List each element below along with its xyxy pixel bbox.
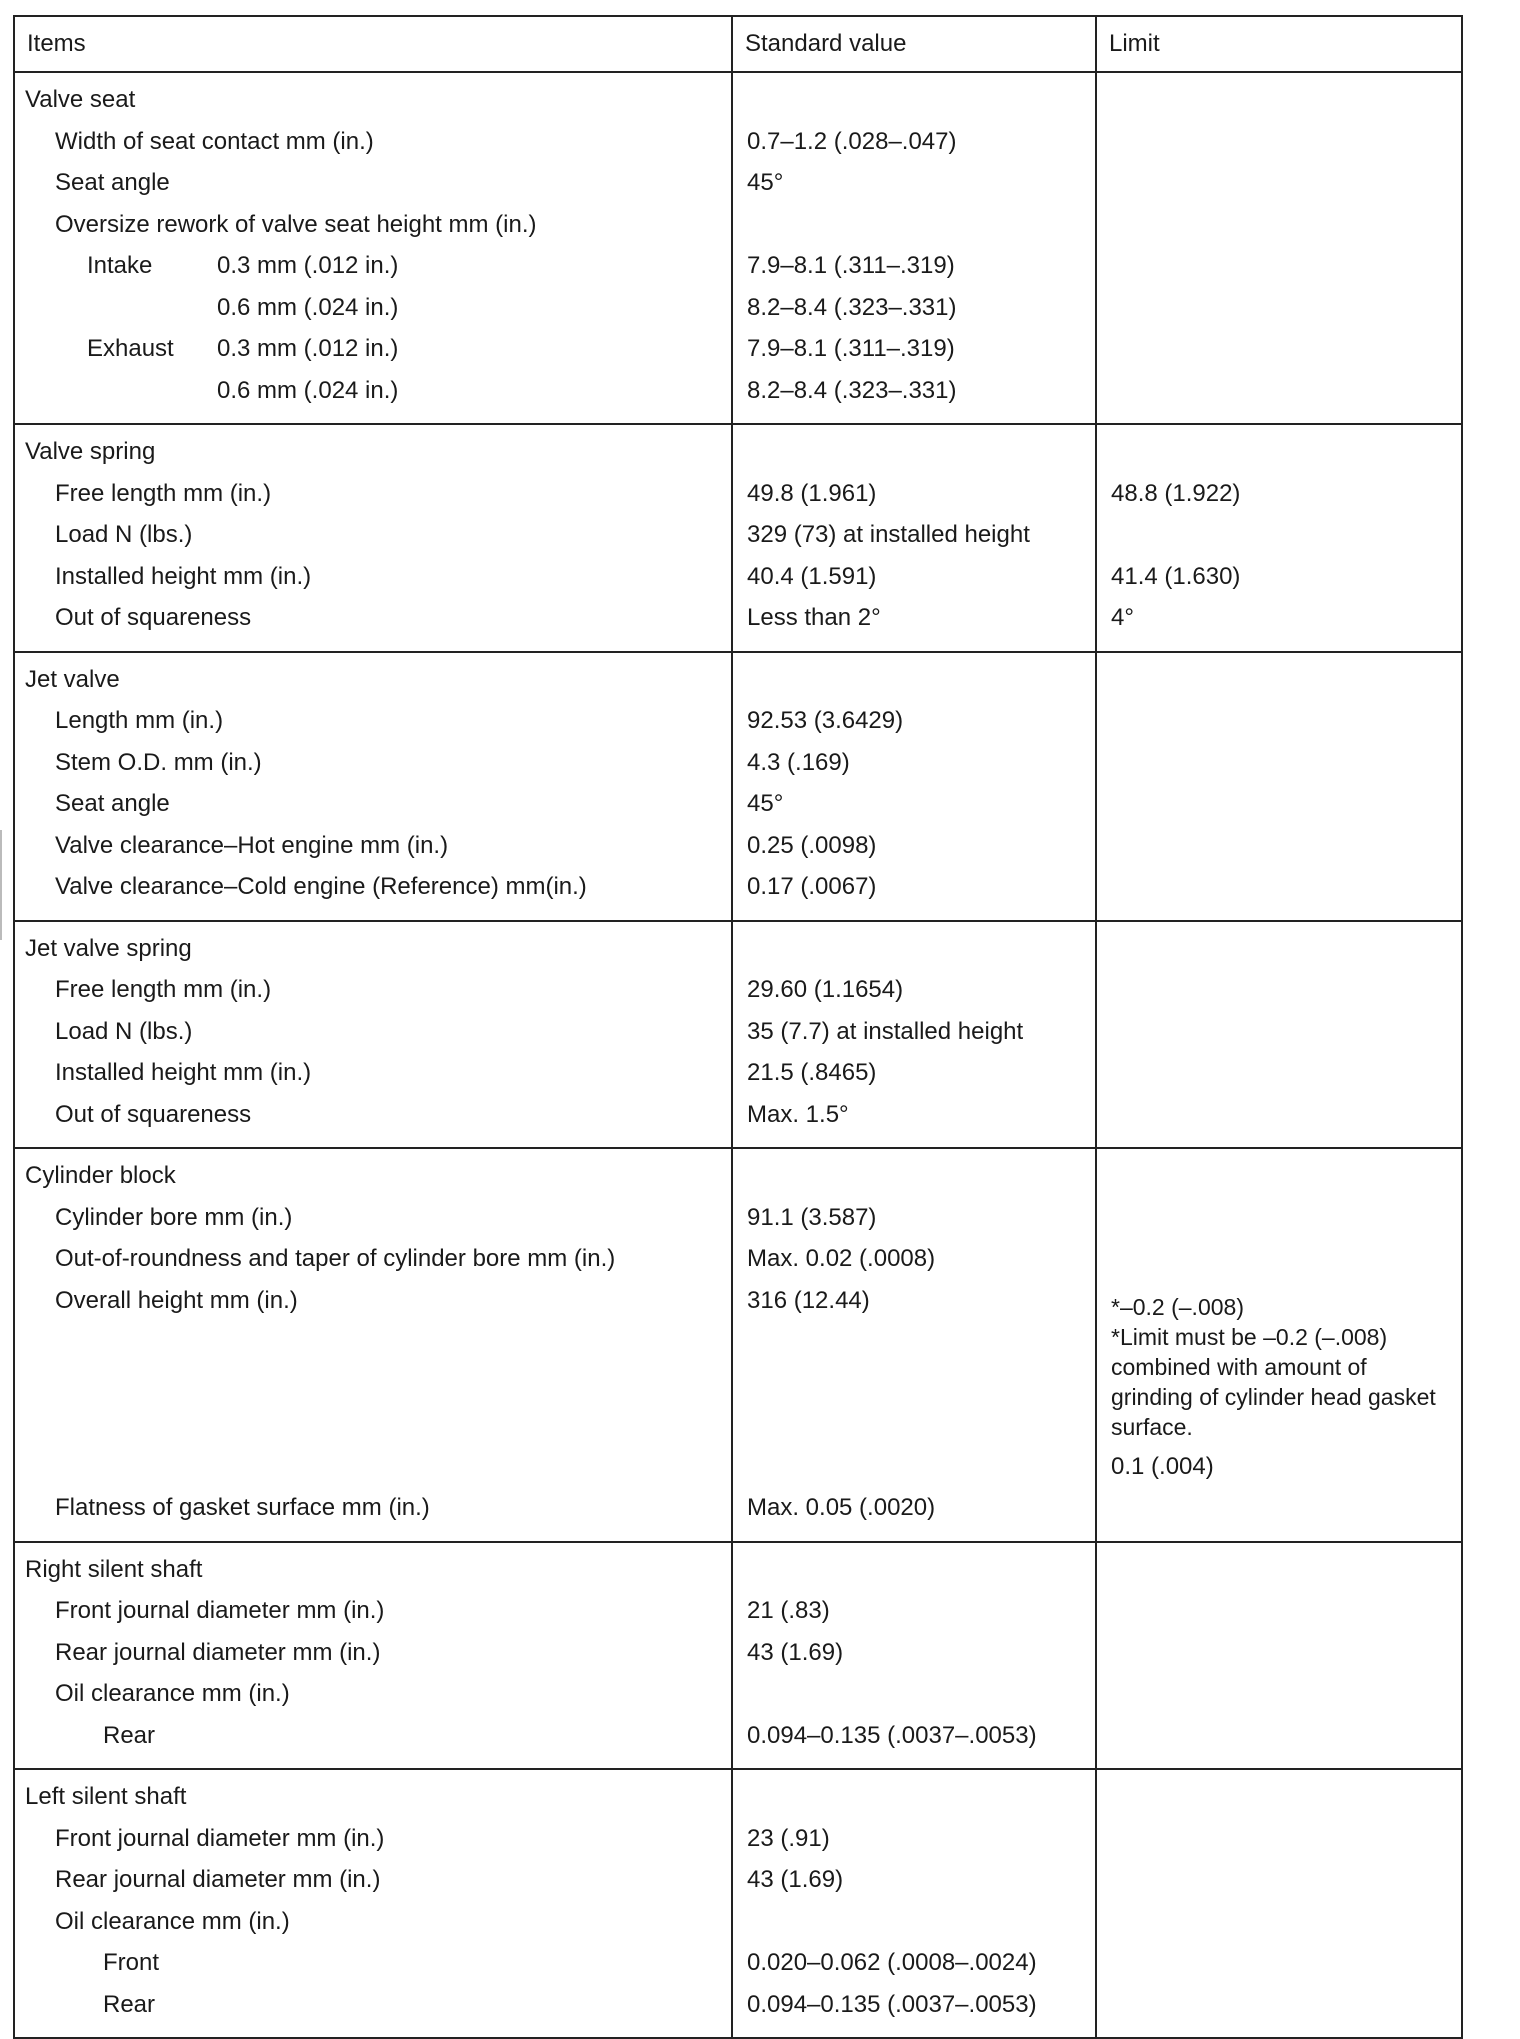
section-title: Cylinder block bbox=[25, 1162, 176, 1189]
item-label: Length mm (in.) bbox=[55, 707, 224, 734]
left-silent-shaft-standard bbox=[732, 1769, 1096, 2038]
right-silent-shaft-limit bbox=[1096, 1542, 1462, 1770]
standard-value: 316 (12.44) bbox=[747, 1286, 870, 1314]
section-left-silent-shaft bbox=[14, 1769, 1462, 2038]
overall-height-limit-note bbox=[1097, 1280, 1461, 1446]
standard-value: 29.60 (1.1654) bbox=[747, 976, 904, 1003]
item-sublabel: 0.3 mm (.012 in.) bbox=[217, 252, 399, 279]
cylinder-block-standard bbox=[732, 1148, 1096, 1542]
item-label: Stem O.D. mm (in.) bbox=[55, 748, 262, 776]
item-label: Out of squareness bbox=[55, 1100, 252, 1128]
section-valve-spring bbox=[14, 424, 1462, 652]
standard-value: 35 (7.7) at installed height bbox=[747, 1017, 1024, 1045]
section-title: Valve spring bbox=[25, 438, 156, 465]
cylinder-block-limit bbox=[1096, 1148, 1462, 1542]
section-title: Jet valve bbox=[25, 665, 120, 693]
item-label: Valve clearance–Cold engine (Reference) mm(in.) bbox=[55, 873, 587, 900]
item-sublabel: Rear bbox=[103, 1990, 156, 2018]
item-label: Load N (lbs.) bbox=[55, 1017, 193, 1045]
standard-value: 329 (73) at installed height bbox=[747, 521, 1030, 548]
limit-value: 4° bbox=[1111, 604, 1134, 631]
exhaust-row bbox=[15, 328, 731, 370]
standard-value: 45° bbox=[747, 790, 784, 817]
right-silent-shaft-items bbox=[14, 1542, 732, 1770]
item-label: Out of squareness bbox=[55, 604, 252, 631]
section-cylinder-block bbox=[14, 1148, 1462, 1542]
standard-value: 7.9–8.1 (.311–.319) bbox=[747, 252, 955, 279]
standard-value: 8.2–8.4 (.323–.331) bbox=[747, 376, 957, 404]
standard-value: 91.1 (3.587) bbox=[747, 1203, 877, 1231]
valve-spring-limit bbox=[1096, 424, 1462, 652]
header-items: Items bbox=[27, 30, 86, 57]
standard-value: 92.53 (3.6429) bbox=[747, 707, 904, 734]
item-label: Oversize rework of valve seat height mm (in.) bbox=[55, 210, 537, 238]
item-label: Oil clearance mm (in.) bbox=[55, 1907, 290, 1935]
item-label: Valve clearance–Hot engine mm (in.) bbox=[55, 831, 449, 859]
exhaust-row-2 bbox=[15, 370, 731, 412]
header-standard-cell bbox=[732, 16, 1096, 72]
section-jet-valve-spring bbox=[14, 921, 1462, 1149]
jet-valve-spring-limit bbox=[1096, 921, 1462, 1149]
item-label: Installed height mm (in.) bbox=[55, 1059, 312, 1086]
header-standard-value: Standard value bbox=[745, 30, 907, 57]
left-silent-shaft-limit bbox=[1096, 1769, 1462, 2038]
section-right-silent-shaft bbox=[14, 1542, 1462, 1770]
item-label: Seat angle bbox=[55, 169, 170, 196]
item-label: Seat angle bbox=[55, 790, 170, 817]
item-label: Intake bbox=[87, 252, 153, 279]
scan-margin-mark bbox=[0, 830, 2, 940]
section-jet-valve bbox=[14, 652, 1462, 921]
standard-value: 7.9–8.1 (.311–.319) bbox=[747, 335, 955, 362]
right-silent-shaft-standard bbox=[732, 1542, 1096, 1770]
specification-table bbox=[13, 15, 1463, 2039]
item-label: Exhaust bbox=[87, 335, 174, 362]
item-label: Installed height mm (in.) bbox=[55, 562, 312, 590]
header-row bbox=[14, 16, 1462, 72]
standard-value: 23 (.91) bbox=[747, 1824, 830, 1852]
item-label: Oil clearance mm (in.) bbox=[55, 1680, 290, 1707]
section-title: Valve seat bbox=[25, 86, 136, 113]
limit-footnote: *Limit must be –0.2 (–.008) combined with amount of grinding of cylinder head gasket surface. bbox=[1111, 1323, 1436, 1440]
standard-value: Max. 1.5° bbox=[747, 1100, 849, 1128]
standard-value: 0.094–0.135 (.0037–.0053) bbox=[747, 1721, 1037, 1749]
standard-value: Max. 0.05 (.0020) bbox=[747, 1494, 936, 1521]
intake-row bbox=[15, 245, 731, 287]
left-silent-shaft-items bbox=[14, 1769, 732, 2038]
standard-value: 0.094–0.135 (.0037–.0053) bbox=[747, 1990, 1037, 2018]
item-label: Front journal diameter mm (in.) bbox=[55, 1597, 385, 1624]
item-label: Out-of-roundness and taper of cylinder bore mm (in.) bbox=[55, 1245, 616, 1272]
standard-value: 0.7–1.2 (.028–.047) bbox=[747, 127, 957, 155]
section-title: Right silent shaft bbox=[25, 1555, 203, 1583]
item-sublabel: 0.6 mm (.024 in.) bbox=[217, 293, 399, 321]
valve-spring-standard bbox=[732, 424, 1096, 652]
standard-value: 0.17 (.0067) bbox=[747, 873, 877, 900]
section-title: Jet valve spring bbox=[25, 934, 192, 962]
jet-valve-spring-standard bbox=[732, 921, 1096, 1149]
standard-value: 21.5 (.8465) bbox=[747, 1059, 877, 1086]
standard-value: 43 (1.69) bbox=[747, 1866, 844, 1893]
valve-seat-items bbox=[14, 72, 732, 424]
item-sublabel: 0.3 mm (.012 in.) bbox=[217, 335, 399, 362]
limit-value: 41.4 (1.630) bbox=[1111, 562, 1241, 590]
standard-value: 49.8 (1.961) bbox=[747, 479, 877, 507]
item-label: Overall height mm (in.) bbox=[55, 1286, 298, 1314]
standard-value: 4.3 (.169) bbox=[747, 748, 850, 776]
item-label: Rear journal diameter mm (in.) bbox=[55, 1638, 381, 1666]
limit-value: 48.8 (1.922) bbox=[1111, 479, 1241, 507]
standard-value: 8.2–8.4 (.323–.331) bbox=[747, 293, 957, 321]
limit-value: *–0.2 (–.008) bbox=[1111, 1293, 1244, 1320]
item-label: Cylinder bore mm (in.) bbox=[55, 1203, 293, 1231]
limit-value: 0.1 (.004) bbox=[1111, 1452, 1214, 1480]
section-title: Left silent shaft bbox=[25, 1783, 187, 1810]
standard-value: 21 (.83) bbox=[747, 1597, 830, 1624]
item-label: Front journal diameter mm (in.) bbox=[55, 1824, 385, 1852]
jet-valve-limit bbox=[1096, 652, 1462, 921]
item-label: Load N (lbs.) bbox=[55, 521, 193, 548]
jet-valve-standard bbox=[732, 652, 1096, 921]
header-limit: Limit bbox=[1109, 30, 1160, 57]
item-label: Width of seat contact mm (in.) bbox=[55, 127, 374, 155]
standard-value: 45° bbox=[747, 169, 784, 196]
jet-valve-items bbox=[14, 652, 732, 921]
standard-value: 43 (1.69) bbox=[747, 1638, 844, 1666]
standard-value: Max. 0.02 (.0008) bbox=[747, 1245, 936, 1272]
item-label: Free length mm (in.) bbox=[55, 976, 272, 1003]
standard-value: 40.4 (1.591) bbox=[747, 562, 877, 590]
intake-row-2 bbox=[15, 287, 731, 329]
section-valve-seat bbox=[14, 72, 1462, 424]
item-label: Rear journal diameter mm (in.) bbox=[55, 1866, 381, 1893]
jet-valve-spring-items bbox=[14, 921, 732, 1149]
item-label: Free length mm (in.) bbox=[55, 479, 272, 507]
cylinder-block-items bbox=[14, 1148, 732, 1542]
standard-value: Less than 2° bbox=[747, 604, 881, 631]
item-sublabel: Front bbox=[103, 1949, 160, 1976]
valve-seat-standard bbox=[732, 72, 1096, 424]
header-limit-cell bbox=[1096, 16, 1462, 72]
standard-value: 0.25 (.0098) bbox=[747, 831, 877, 859]
valve-seat-limit bbox=[1096, 72, 1462, 424]
header-items-cell bbox=[14, 16, 732, 72]
item-sublabel: Rear bbox=[103, 1721, 156, 1749]
standard-value: 0.020–0.062 (.0008–.0024) bbox=[747, 1949, 1037, 1976]
item-label: Flatness of gasket surface mm (in.) bbox=[55, 1494, 430, 1521]
valve-spring-items bbox=[14, 424, 732, 652]
item-sublabel: 0.6 mm (.024 in.) bbox=[217, 376, 399, 404]
